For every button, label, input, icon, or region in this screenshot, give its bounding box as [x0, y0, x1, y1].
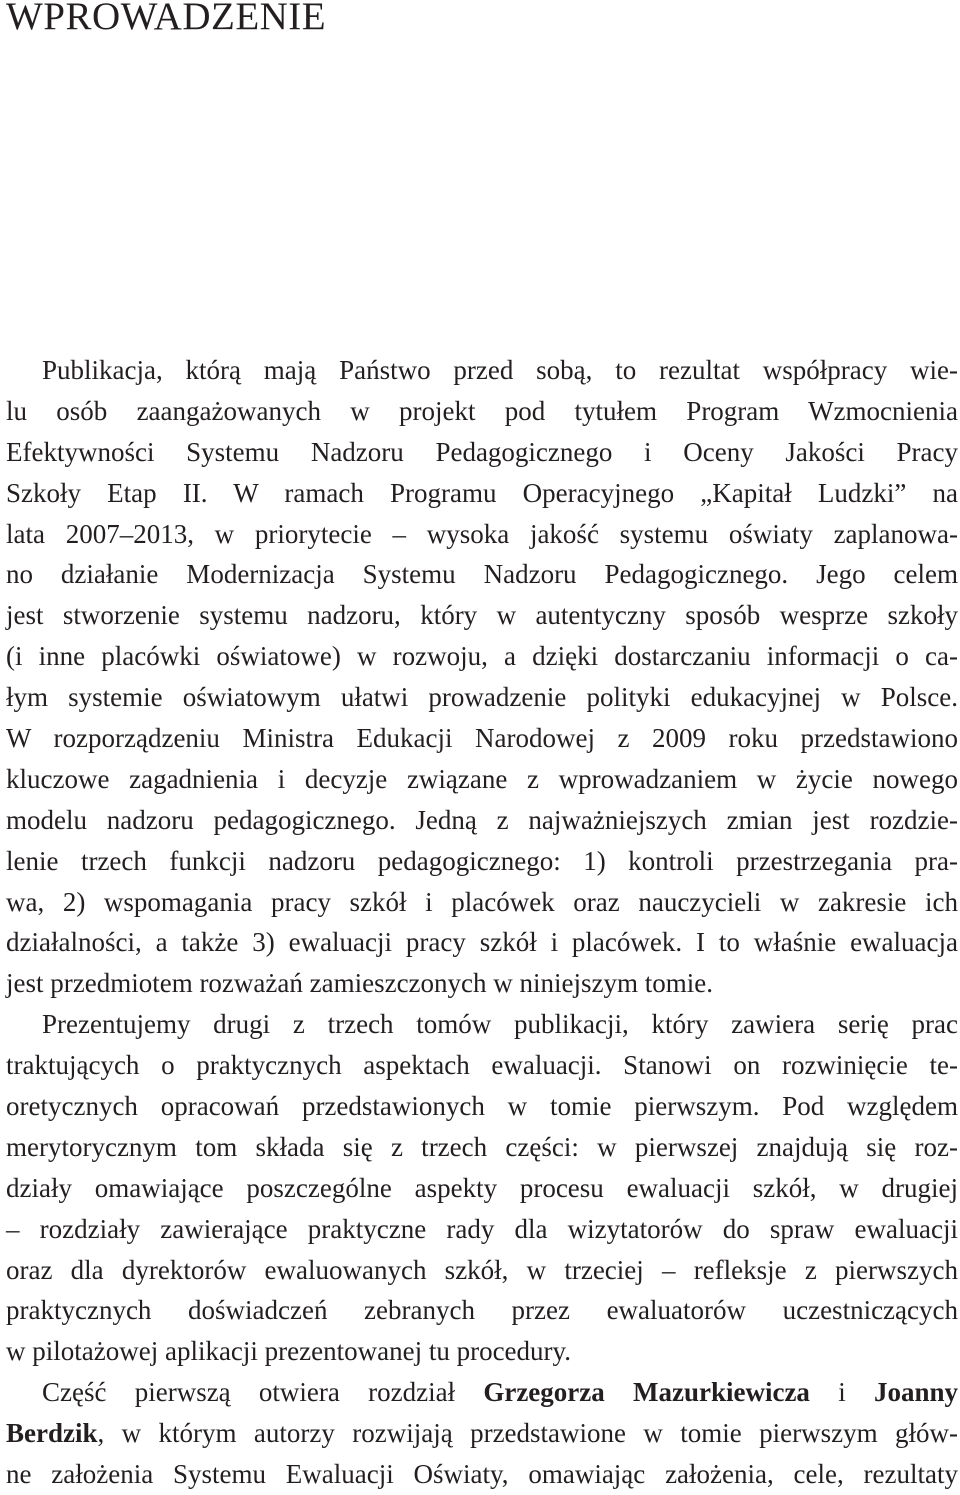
text-line: działy omawiające poszczególne aspekty procesu ewaluacji szkół, w drugiej — [6, 1172, 958, 1203]
text-line: (i inne placówki oświatowe) w rozwoju, a dzięki dostarczaniu informacji o ca- — [6, 641, 958, 672]
body-text — [6, 350, 958, 1495]
text-line: no działanie Modernizacja Systemu Nadzoru Pedagogicznego. Jego celem — [6, 559, 958, 590]
text-line: lata 2007–2013, w priorytecie – wysoka jakość systemu oświaty zaplanowa- — [6, 518, 958, 549]
text-line: wa, 2) wspomagania pracy szkół i placówek oraz nauczycieli w zakresie ich — [6, 886, 958, 917]
text-line: traktujących o praktycznych aspektach ewaluacji. Stanowi on rozwinięcie te- — [6, 1050, 958, 1081]
text-line: w pilotażowej aplikacji prezentowanej tu procedury. — [6, 1336, 572, 1367]
text-line: praktycznych doświadczeń zebranych przez ewaluatorów uczestniczących — [6, 1295, 958, 1326]
author-name: Joanny — [873, 1377, 958, 1408]
text-line: Efektywności Systemu Nadzoru Pedagogicznego i Oceny Jakości Pracy — [6, 436, 958, 467]
author-name: Berdzik — [6, 1418, 98, 1449]
text-line: modelu nadzoru pedagogicznego. Jedną z najważniejszych zmian jest rozdzie- — [6, 804, 958, 835]
text-line: oraz dla dyrektorów ewaluowanych szkół, w trzeciej – refleksje z pierwszych — [6, 1254, 958, 1285]
text-line: działalności, a także 3) ewaluacji pracy szkół i placówek. I to właśnie ewaluacja — [6, 927, 958, 958]
text-line: oretycznych opracowań przedstawionych w tomie pierwszym. Pod względem — [6, 1091, 958, 1122]
text-line: kluczowe zagadnienia i decyzje związane z wprowadzaniem w życie nowego — [6, 763, 958, 794]
text-line: W rozporządzeniu Ministra Edukacji Narodowej z 2009 roku przedstawiono — [6, 723, 958, 754]
text-line: ne założenia Systemu Ewaluacji Oświaty, omawiając założenia, cele, rezultaty — [6, 1459, 958, 1490]
text-line: Szkoły Etap II. W ramach Programu Operacyjnego „Kapitał Ludzki” na — [6, 477, 958, 508]
text-line: – rozdziały zawierające praktyczne rady dla wizytatorów do spraw ewaluacji — [6, 1213, 958, 1244]
text-line: merytorycznym tom składa się z trzech części: w pierwszej znajdują się roz- — [6, 1131, 958, 1162]
text-line: lenie trzech funkcji nadzoru pedagogicznego: 1) kontroli przestrzegania pra- — [6, 845, 958, 876]
chapter-heading: WPROWADZENIE — [6, 0, 327, 38]
text-line: lu osób zaangażowanych w projekt pod tytułem Program Wzmocnienia — [6, 395, 958, 426]
text-run: i — [809, 1377, 874, 1408]
text-run: , w którym autorzy rozwijają przedstawione w tomie pierwszym głów- — [97, 1418, 958, 1449]
text-line: jest przedmiotem rozważań zamieszczonych w niniejszym tomie. — [6, 968, 713, 999]
text-line: Publikacja, którą mają Państwo przed sobą, to rezultat współpracy wie- — [42, 355, 958, 385]
author-name: Grzegorza Mazurkiewicza — [483, 1377, 810, 1408]
text-line — [6, 1413, 958, 1454]
text-line: Prezentujemy drugi z trzech tomów publikacji, który zawiera serię prac — [42, 1009, 958, 1040]
text-run: Część pierwszą otwiera rozdział — [42, 1377, 484, 1408]
text-line: łym systemie oświatowym ułatwi prowadzenie polityki edukacyjnej w Polsce. — [6, 682, 958, 713]
text-line: jest stworzenie systemu nadzoru, który w autentyczny sposób wesprze szkoły — [6, 600, 958, 631]
text-line — [6, 1372, 958, 1413]
